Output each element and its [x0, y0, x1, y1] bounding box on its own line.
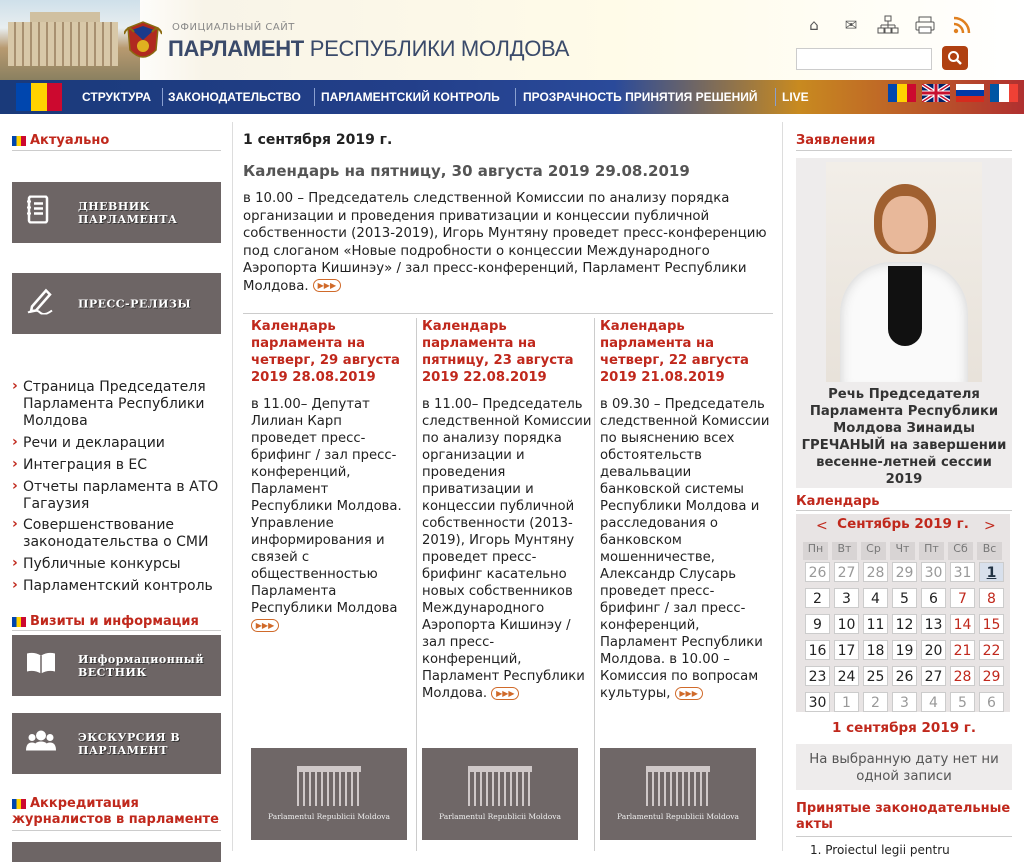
mail-icon[interactable]: ✉ [844, 16, 858, 34]
news-image-1[interactable]: Parlamentul Republicii Moldova [251, 748, 407, 840]
calendar-article-title[interactable]: Календарь на пятницу, 30 августа 2019 29.08.2019 [243, 162, 690, 180]
site-header [0, 0, 1024, 80]
news-column-2 [422, 318, 592, 702]
speaker-caption[interactable]: Речь Председателя Парламента Республики Молдова Зинаиды ГРЕЧАНЫЙ на завершении весенне-летней сессии 2019 [801, 387, 1007, 487]
calendar-day[interactable]: 4 [863, 588, 888, 608]
calendar-day[interactable]: 18 [863, 640, 888, 660]
calendar-day[interactable]: 26 [892, 666, 917, 686]
moldova-flag-icon [12, 799, 26, 809]
calendar-day[interactable]: 31 [950, 562, 975, 582]
banner-press-releases[interactable]: ПРЕСС-РЕЛИЗЫ [12, 273, 221, 334]
news-column-1 [251, 318, 411, 634]
calendar-next-button[interactable]: > [984, 518, 996, 534]
pen-icon [26, 286, 54, 321]
calendar-no-records: На выбранную дату нет ни одной записи [796, 744, 1012, 790]
parliament-building-icon [646, 766, 710, 806]
nav-item-transparency[interactable]: ПРОЗРАЧНОСТЬ ПРИНЯТИЯ РЕШЕНИЙ [523, 90, 758, 104]
calendar-day[interactable]: 11 [863, 614, 888, 634]
lang-en-flag-icon[interactable] [922, 84, 950, 102]
calendar-heading: Календарь [796, 494, 880, 509]
calendar-day[interactable]: 6 [979, 692, 1004, 712]
calendar-day[interactable]: 5 [892, 588, 917, 608]
news-title[interactable]: Календарь парламента на четверг, 29 августа 2019 28.08.2019 [251, 319, 400, 385]
moldova-flag-icon [16, 83, 62, 111]
calendar-day[interactable]: 19 [892, 640, 917, 660]
news-title[interactable]: Календарь парламента на четверг, 22 августа 2019 21.08.2019 [600, 319, 749, 385]
print-icon[interactable] [914, 14, 936, 36]
open-book-icon [26, 650, 56, 681]
actual-heading[interactable]: Актуально [12, 133, 109, 148]
left-link-eu-integration[interactable]: › Интеграция в ЕС [12, 457, 222, 474]
calendar-day[interactable]: 26 [805, 562, 830, 582]
parliament-building-photo [0, 0, 140, 80]
site-title[interactable] [168, 36, 569, 62]
adopted-act-item[interactable]: 1. Proiectul legii pentru [810, 843, 950, 857]
search-input[interactable] [796, 48, 932, 70]
main-nav [0, 80, 1024, 114]
calendar-day[interactable]: 12 [892, 614, 917, 634]
accreditation-heading[interactable]: Аккредитация журналистов в парламенте [12, 796, 219, 827]
calendar-article-text: в 10.00 – Председатель следственной Комиссии по анализу порядка организации и проведения приватизации и концессии публичной собственности (2013-2019), Игорь Мунтяну проведет пресс-конференцию под слоганом «Новые подробности о концессии Международного Аэропорта Кишинэу» / зал пресс-конференций, Парламент Республики Молдова. ▶▶▶ [243, 191, 767, 294]
site-title-rest: РЕСПУБЛИКИ МОЛДОВА [309, 36, 570, 61]
calendar-day[interactable]: 4 [921, 692, 946, 712]
news-text: в 11.00– Председатель следственной Комиссии по анализу порядка организации и проведения приватизации и концессии публичной собственности (2013-2019), Игорь Мунтяну проведет пресс-брифинг касательно новых собственников Международного Аэропорта Кишинэу / зал пресс-конференций, Парламент Республики Молдова. ▶▶▶ [422, 397, 592, 701]
parliament-building-icon [297, 766, 361, 806]
group-icon [26, 728, 56, 759]
site-subtitle: ОФИЦИАЛЬНЫЙ САЙТ [172, 22, 295, 33]
sitemap-icon[interactable] [877, 14, 899, 36]
left-link-speeches[interactable]: › Речи и декларации [12, 435, 222, 452]
news-title[interactable]: Календарь парламента на пятницу, 23 августа 2019 22.08.2019 [422, 319, 574, 385]
calendar-day[interactable]: 30 [805, 692, 830, 712]
nav-item-live[interactable]: LIVE [782, 90, 809, 104]
statements-heading[interactable]: Заявления [796, 133, 876, 148]
calendar-day[interactable]: 17 [834, 640, 859, 660]
parliament-building-icon [468, 766, 532, 806]
left-link-gagauzia-reports[interactable]: › Отчеты парламента в АТО Гагаузия [12, 479, 222, 513]
read-more-button[interactable]: ▶▶▶ [251, 619, 279, 632]
news-text: в 09.30 – Председатель следственной Комиссии по выяснению всех обстоятельств девальвации банковской системы Республики Молдова и расследования о банковском мошенничестве, Александр Слусарь проведет пресс-брифинг / зал пресс-конференций, Парламент Республики Молдова. в 10.00 – Комиссия по вопросам культуры, ▶▶▶ [600, 397, 770, 701]
left-link-media-legislation[interactable]: › Совершенствование законодательства о СМИ [12, 517, 222, 551]
left-link-parliamentary-control[interactable]: › Парламентский контроль [12, 578, 222, 595]
calendar-prev-button[interactable]: < [816, 518, 828, 534]
lang-fr-flag-icon[interactable] [990, 84, 1018, 102]
speaker-photo[interactable] [826, 162, 982, 382]
moldova-flag-icon [12, 617, 26, 627]
read-more-button[interactable]: ▶▶▶ [491, 687, 519, 700]
calendar-selected-date: 1 сентября 2019 г. [832, 720, 976, 736]
calendar-weekday-0: Пн [803, 542, 828, 560]
home-icon[interactable]: ⌂ [809, 16, 819, 34]
calendar-day[interactable]: 2 [805, 588, 830, 608]
calendar-weekday-6: Вс [977, 542, 1002, 560]
calendar-day[interactable]: 22 [979, 640, 1004, 660]
visits-heading[interactable]: Визиты и информация [12, 614, 199, 629]
calendar-day[interactable]: 8 [979, 588, 1004, 608]
calendar-day[interactable]: 15 [979, 614, 1004, 634]
calendar-day[interactable]: 3 [892, 692, 917, 712]
read-more-button[interactable]: ▶▶▶ [313, 279, 341, 292]
diary-icon [26, 195, 50, 230]
search-button[interactable] [942, 46, 968, 70]
nav-item-legislation[interactable]: ЗАКОНОДАТЕЛЬСТВО [168, 90, 301, 104]
current-date: 1 сентября 2019 г. [243, 132, 393, 148]
calendar-day[interactable]: 28 [863, 562, 888, 582]
adopted-acts-heading[interactable]: Принятые законодательные акты [796, 801, 1011, 832]
calendar-weekday-3: Чт [890, 542, 915, 560]
site-title-bold: ПАРЛАМЕНТ [168, 36, 304, 61]
calendar-day[interactable]: 23 [805, 666, 830, 686]
calendar-day[interactable]: 14 [950, 614, 975, 634]
calendar-day[interactable]: 16 [805, 640, 830, 660]
nav-item-parliamentary-control[interactable]: ПАРЛАМЕНТСКИЙ КОНТРОЛЬ [321, 90, 500, 104]
calendar-day[interactable]: 27 [921, 666, 946, 686]
news-text: в 11.00– Депутат Лилиан Карп проведет пресс-брифинг / зал пресс-конференций, Парламент Республики Молдова. Управление информирования и связей с общественностью Парламента Республики Молдова ▶▶▶ [251, 397, 402, 630]
nav-item-structure[interactable]: СТРУКТУРА [82, 90, 152, 104]
lang-ro-flag-icon[interactable] [888, 84, 916, 102]
banner-parliament-diary[interactable]: ДНЕВНИК ПАРЛАМЕНТА [12, 182, 221, 243]
calendar-day[interactable]: 25 [863, 666, 888, 686]
calendar-weekday-2: Ср [861, 542, 886, 560]
calendar-day[interactable]: 1 [979, 562, 1004, 582]
calendar-day[interactable]: 27 [834, 562, 859, 582]
calendar-day[interactable]: 10 [834, 614, 859, 634]
calendar-day[interactable]: 1 [834, 692, 859, 712]
rss-icon[interactable] [951, 14, 973, 36]
moldova-flag-icon [12, 136, 26, 146]
calendar-day[interactable]: 21 [950, 640, 975, 660]
left-link-public-contests[interactable]: › Публичные конкурсы [12, 556, 222, 573]
calendar-weekday-1: Вт [832, 542, 857, 560]
calendar-day[interactable]: 29 [892, 562, 917, 582]
news-image-2[interactable]: Parlamentul Republicii Moldova [422, 748, 578, 840]
read-more-button[interactable]: ▶▶▶ [675, 687, 703, 700]
calendar-day[interactable]: 28 [950, 666, 975, 686]
news-column-3 [600, 318, 772, 702]
calendar-day[interactable]: 2 [863, 692, 888, 712]
calendar-weekday-4: Пт [919, 542, 944, 560]
calendar-day[interactable]: 6 [921, 588, 946, 608]
banner-parliament-tour[interactable]: ЭКСКУРСИЯ В ПАРЛАМЕНТ [12, 713, 221, 774]
lang-ru-flag-icon[interactable] [956, 84, 984, 102]
left-link-chairman-page[interactable]: › Страница Председателя Парламента Республики Молдова [12, 379, 222, 430]
news-image-3[interactable]: Parlamentul Republicii Moldova [600, 748, 756, 840]
calendar-day[interactable]: 20 [921, 640, 946, 660]
calendar-day[interactable]: 30 [921, 562, 946, 582]
calendar-day[interactable]: 3 [834, 588, 859, 608]
calendar-day[interactable]: 5 [950, 692, 975, 712]
moldova-coat-of-arms-icon [124, 20, 162, 66]
calendar-day[interactable]: 29 [979, 666, 1004, 686]
calendar-weekday-5: Сб [948, 542, 973, 560]
calendar-day[interactable]: 24 [834, 666, 859, 686]
banner-info-bulletin[interactable]: Информационный ВЕСТНИК [12, 635, 221, 696]
calendar-day[interactable]: 13 [921, 614, 946, 634]
calendar-day[interactable]: 9 [805, 614, 830, 634]
banner-accreditation[interactable] [12, 842, 221, 862]
search-icon [947, 50, 963, 66]
calendar-day[interactable]: 7 [950, 588, 975, 608]
calendar-month: Сентябрь 2019 г. [837, 516, 969, 532]
